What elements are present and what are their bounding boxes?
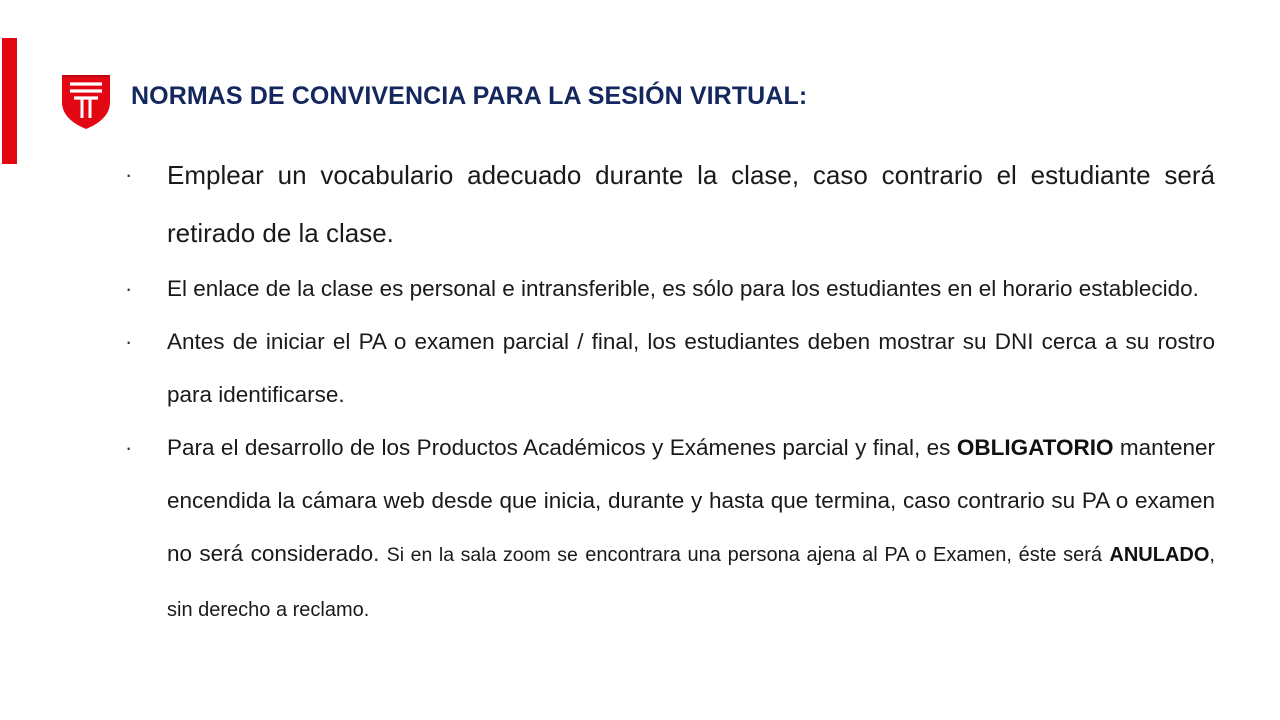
bullet: ·	[125, 435, 133, 460]
rule-text: Antes de iniciar el PA o examen parcial / final, los estudiantes deben mostrar su DNI cerca a su rostro para identificarse.	[167, 329, 1215, 407]
rule-text: El enlace de la clase es personal e intransferible, es sólo para los estudiantes en el horario establecido.	[167, 276, 1199, 301]
rule-text-small: , sin derecho a reclamo.	[167, 544, 1215, 621]
rule-text	[167, 421, 1215, 637]
red-accent-bar	[2, 38, 17, 164]
list-item	[125, 262, 1215, 315]
rule-text-part: mantener encendida la cámara web desde que inicia, durante y hasta que termina, caso contrario su PA o examen no será considerado.	[167, 435, 1215, 566]
bullet: ·	[125, 276, 133, 301]
rule-text-small: Si en la sala zoom se	[386, 544, 578, 566]
bullet: ·	[125, 162, 133, 187]
list-item	[125, 146, 1215, 262]
list-item	[125, 315, 1215, 421]
rule-text-small: encontrara una persona ajena al PA o Examen, éste será	[585, 544, 1103, 566]
bullet: ·	[125, 329, 133, 354]
list-item	[125, 421, 1215, 637]
rule-text-part: Para el desarrollo de los Productos Académicos y Exámenes parcial y final, es	[167, 435, 951, 460]
rule-text: Emplear un vocabulario adecuado durante la clase, caso contrario el estudiante será retirado de la clase.	[167, 160, 1215, 248]
university-shield-logo-icon	[60, 72, 112, 130]
obligatorio-emphasis: OBLIGATORIO	[956, 435, 1114, 460]
rules-list	[125, 146, 1215, 637]
page-title: NORMAS DE CONVIVENCIA PARA LA SESIÓN VIRTUAL:	[131, 82, 808, 110]
anulado-emphasis: ANULADO	[1109, 544, 1210, 566]
